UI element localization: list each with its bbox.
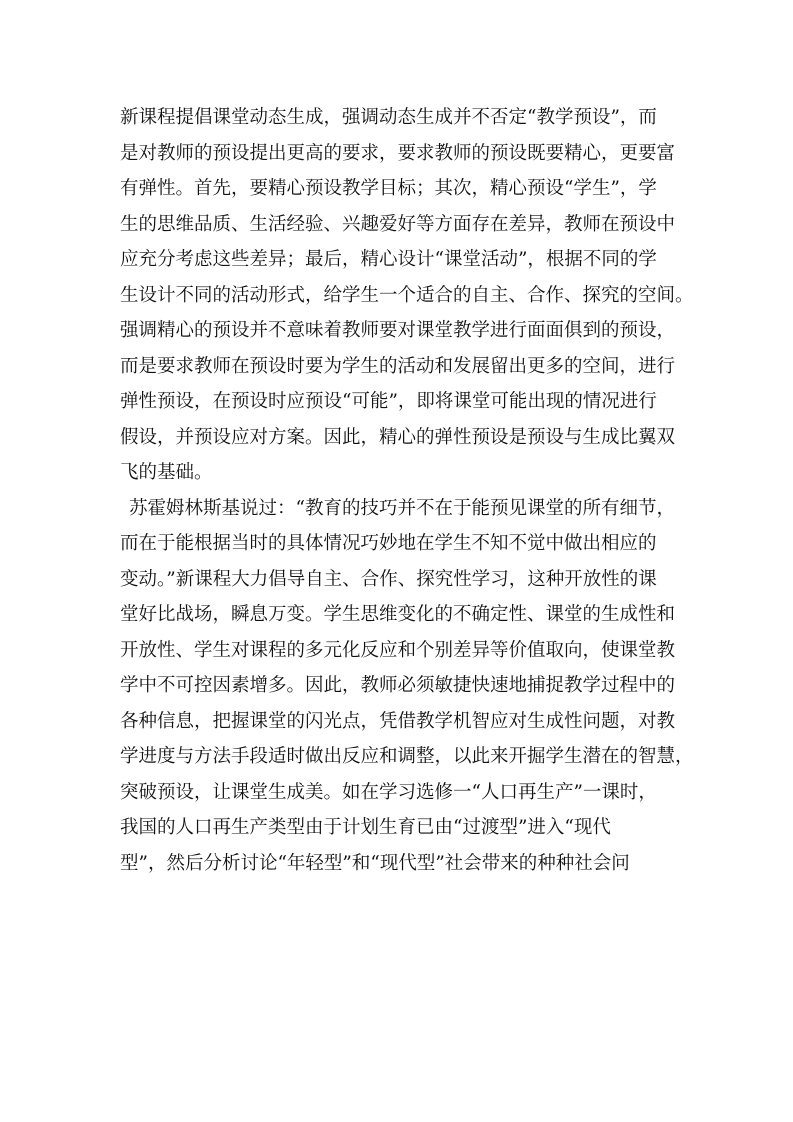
text-line: 有弹性。首先，要精心预设教学目标；其次，精心预设“学生”，学 — [120, 178, 657, 199]
text-line: 新课程提倡课堂动态生成，强调动态生成并不否定“教学预设”，而 — [120, 107, 657, 128]
text-line: 应充分考虑这些差异；最后，精心设计“课堂活动”，根据不同的学 — [120, 249, 657, 270]
text-line: 开放性、学生对课程的多元化反应和个别差异等价值取向，使课堂教 — [120, 639, 676, 661]
text-line: 弹性预设，在预设时应预设“可能”，即将课堂可能出现的情况进行 — [120, 391, 657, 412]
paragraph-2 — [120, 491, 694, 882]
text-line: 而是要求教师在预设时要为学生的活动和发展留出更多的空间，进行 — [120, 355, 676, 377]
text-line: 学中不可控因素增多。因此，教师必须敏捷快速地捕捉教学过程中的 — [120, 675, 676, 696]
document-body — [120, 100, 694, 881]
text-line: 生的思维品质、生活经验、兴趣爱好等方面存在差异，教师在预设中 — [120, 213, 676, 235]
text-line: 生设计不同的活动形式，给学生一个适合的自主、合作、探究的空间。 — [120, 284, 694, 306]
text-line: 苏霍姆林斯基说过：“教育的技巧并不在于能预见课堂的所有细节， — [129, 497, 675, 519]
text-line: 型”，然后分析讨论“年轻型”和“现代型”社会带来的种种社会问 — [120, 852, 630, 874]
text-line: 变动。”新课程大力倡导自主、合作、探究性学习，这种开放性的课 — [120, 568, 657, 590]
text-line: 而在于能根据当时的具体情况巧妙地在学生不知不觉中做出相应的 — [120, 533, 657, 554]
paragraph-1 — [120, 100, 694, 491]
text-line: 假设，并预设应对方案。因此，精心的弹性预设是预设与生成比翼双 — [120, 426, 676, 448]
text-line: 突破预设，让课堂生成美。如在学习选修一“人口再生产”一课时， — [120, 781, 657, 803]
text-line: 是对教师的预设提出更高的要求，要求教师的预设既要精心，更要富 — [120, 142, 676, 164]
text-line: 强调精心的预设并不意味着教师要对课堂教学进行面面俱到的预设， — [120, 320, 676, 341]
text-line: 堂好比战场，瞬息万变。学生思维变化的不确定性、课堂的生成性和 — [120, 604, 676, 625]
text-line: 学进度与方法手段适时做出反应和调整，以此来开掘学生潜在的智慧， — [120, 746, 694, 767]
text-line: 我国的人口再生产类型由于计划生育已由“过渡型”进入“现代 — [120, 817, 611, 838]
text-line: 飞的基础。 — [120, 462, 213, 483]
text-line: 各种信息，把握课堂的闪光点，凭借教学机智应对生成性问题，对教 — [120, 710, 676, 732]
